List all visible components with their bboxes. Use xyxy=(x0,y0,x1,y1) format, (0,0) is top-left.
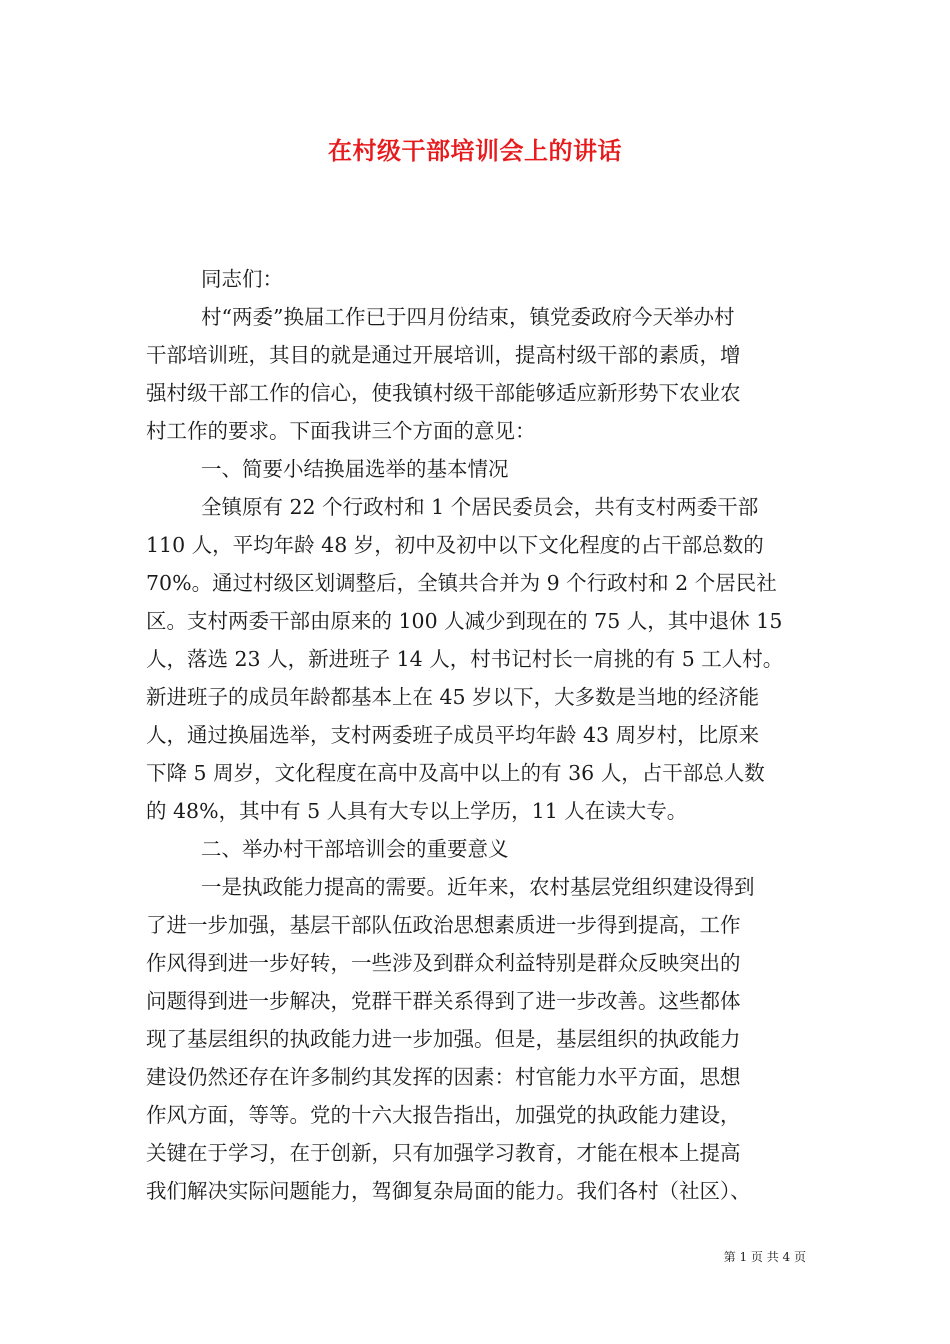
body-line: 村“两委”换届工作已于四月份结束，镇党委政府今天举办村 xyxy=(201,305,735,329)
body-line: 人，落选 23 人，新进班子 14 人，村书记村长一肩挑的有 5 工人村。 xyxy=(146,647,784,671)
page-number: 第 1 页 共 4 页 xyxy=(723,1250,806,1264)
body-line: 现了基层组织的执政能力进一步加强。但是，基层组织的执政能力 xyxy=(146,1027,741,1051)
body-line: 全镇原有 22 个行政村和 1 个居民委员会，共有支村两委干部 xyxy=(201,495,759,519)
body-line: 新进班子的成员年龄都基本上在 45 岁以下，大多数是当地的经济能 xyxy=(146,685,760,709)
document-title: 在村级干部培训会上的讲话 xyxy=(328,136,622,165)
body-line: 我们解决实际问题能力，驾御复杂局面的能力。我们各村（社区）、 xyxy=(146,1179,751,1203)
body-line: 干部培训班，其目的就是通过开展培训，提高村级干部的素质，增 xyxy=(146,343,741,367)
section-heading: 二、举办村干部培训会的重要意义 xyxy=(201,837,509,861)
body-line: 下降 5 周岁，文化程度在高中及高中以上的有 36 人，占干部总人数 xyxy=(146,761,765,785)
body-line: 了进一步加强，基层干部队伍政治思想素质进一步得到提高，工作 xyxy=(146,913,741,937)
body-line: 建设仍然还存在许多制约其发挥的因素：村官能力水平方面，思想 xyxy=(146,1065,741,1089)
body-line: 一是执政能力提高的需要。近年来，农村基层党组织建设得到 xyxy=(201,875,755,899)
document-body xyxy=(146,260,810,1210)
body-line: 作风得到进一步好转，一些涉及到群众利益特别是群众反映突出的 xyxy=(146,951,741,975)
body-line: 问题得到进一步解决，党群干群关系得到了进一步改善。这些都体 xyxy=(146,989,741,1013)
body-line: 关键在于学习，在于创新，只有加强学习教育，才能在根本上提高 xyxy=(146,1141,741,1165)
body-line: 强村级干部工作的信心，使我镇村级干部能够适应新形势下农业农 xyxy=(146,381,741,405)
body-line: 同志们： xyxy=(201,267,283,291)
body-line: 作风方面，等等。党的十六大报告指出，加强党的执政能力建设， xyxy=(146,1103,741,1127)
section-heading: 一、简要小结换届选举的基本情况 xyxy=(201,457,509,481)
body-line: 人，通过换届选举，支村两委班子成员平均年龄 43 周岁村，比原来 xyxy=(146,723,760,747)
body-line: 70%。通过村级区划调整后，全镇共合并为 9 个行政村和 2 个居民社 xyxy=(146,571,777,595)
body-line: 区。支村两委干部由原来的 100 人减少到现在的 75 人，其中退休 15 xyxy=(146,609,783,633)
body-line: 村工作的要求。下面我讲三个方面的意见： xyxy=(146,419,536,443)
body-line: 的 48%，其中有 5 人具有大专以上学历，11 人在读大专。 xyxy=(146,799,688,823)
body-line: 110 人，平均年龄 48 岁，初中及初中以下文化程度的占干部总数的 xyxy=(146,533,764,557)
